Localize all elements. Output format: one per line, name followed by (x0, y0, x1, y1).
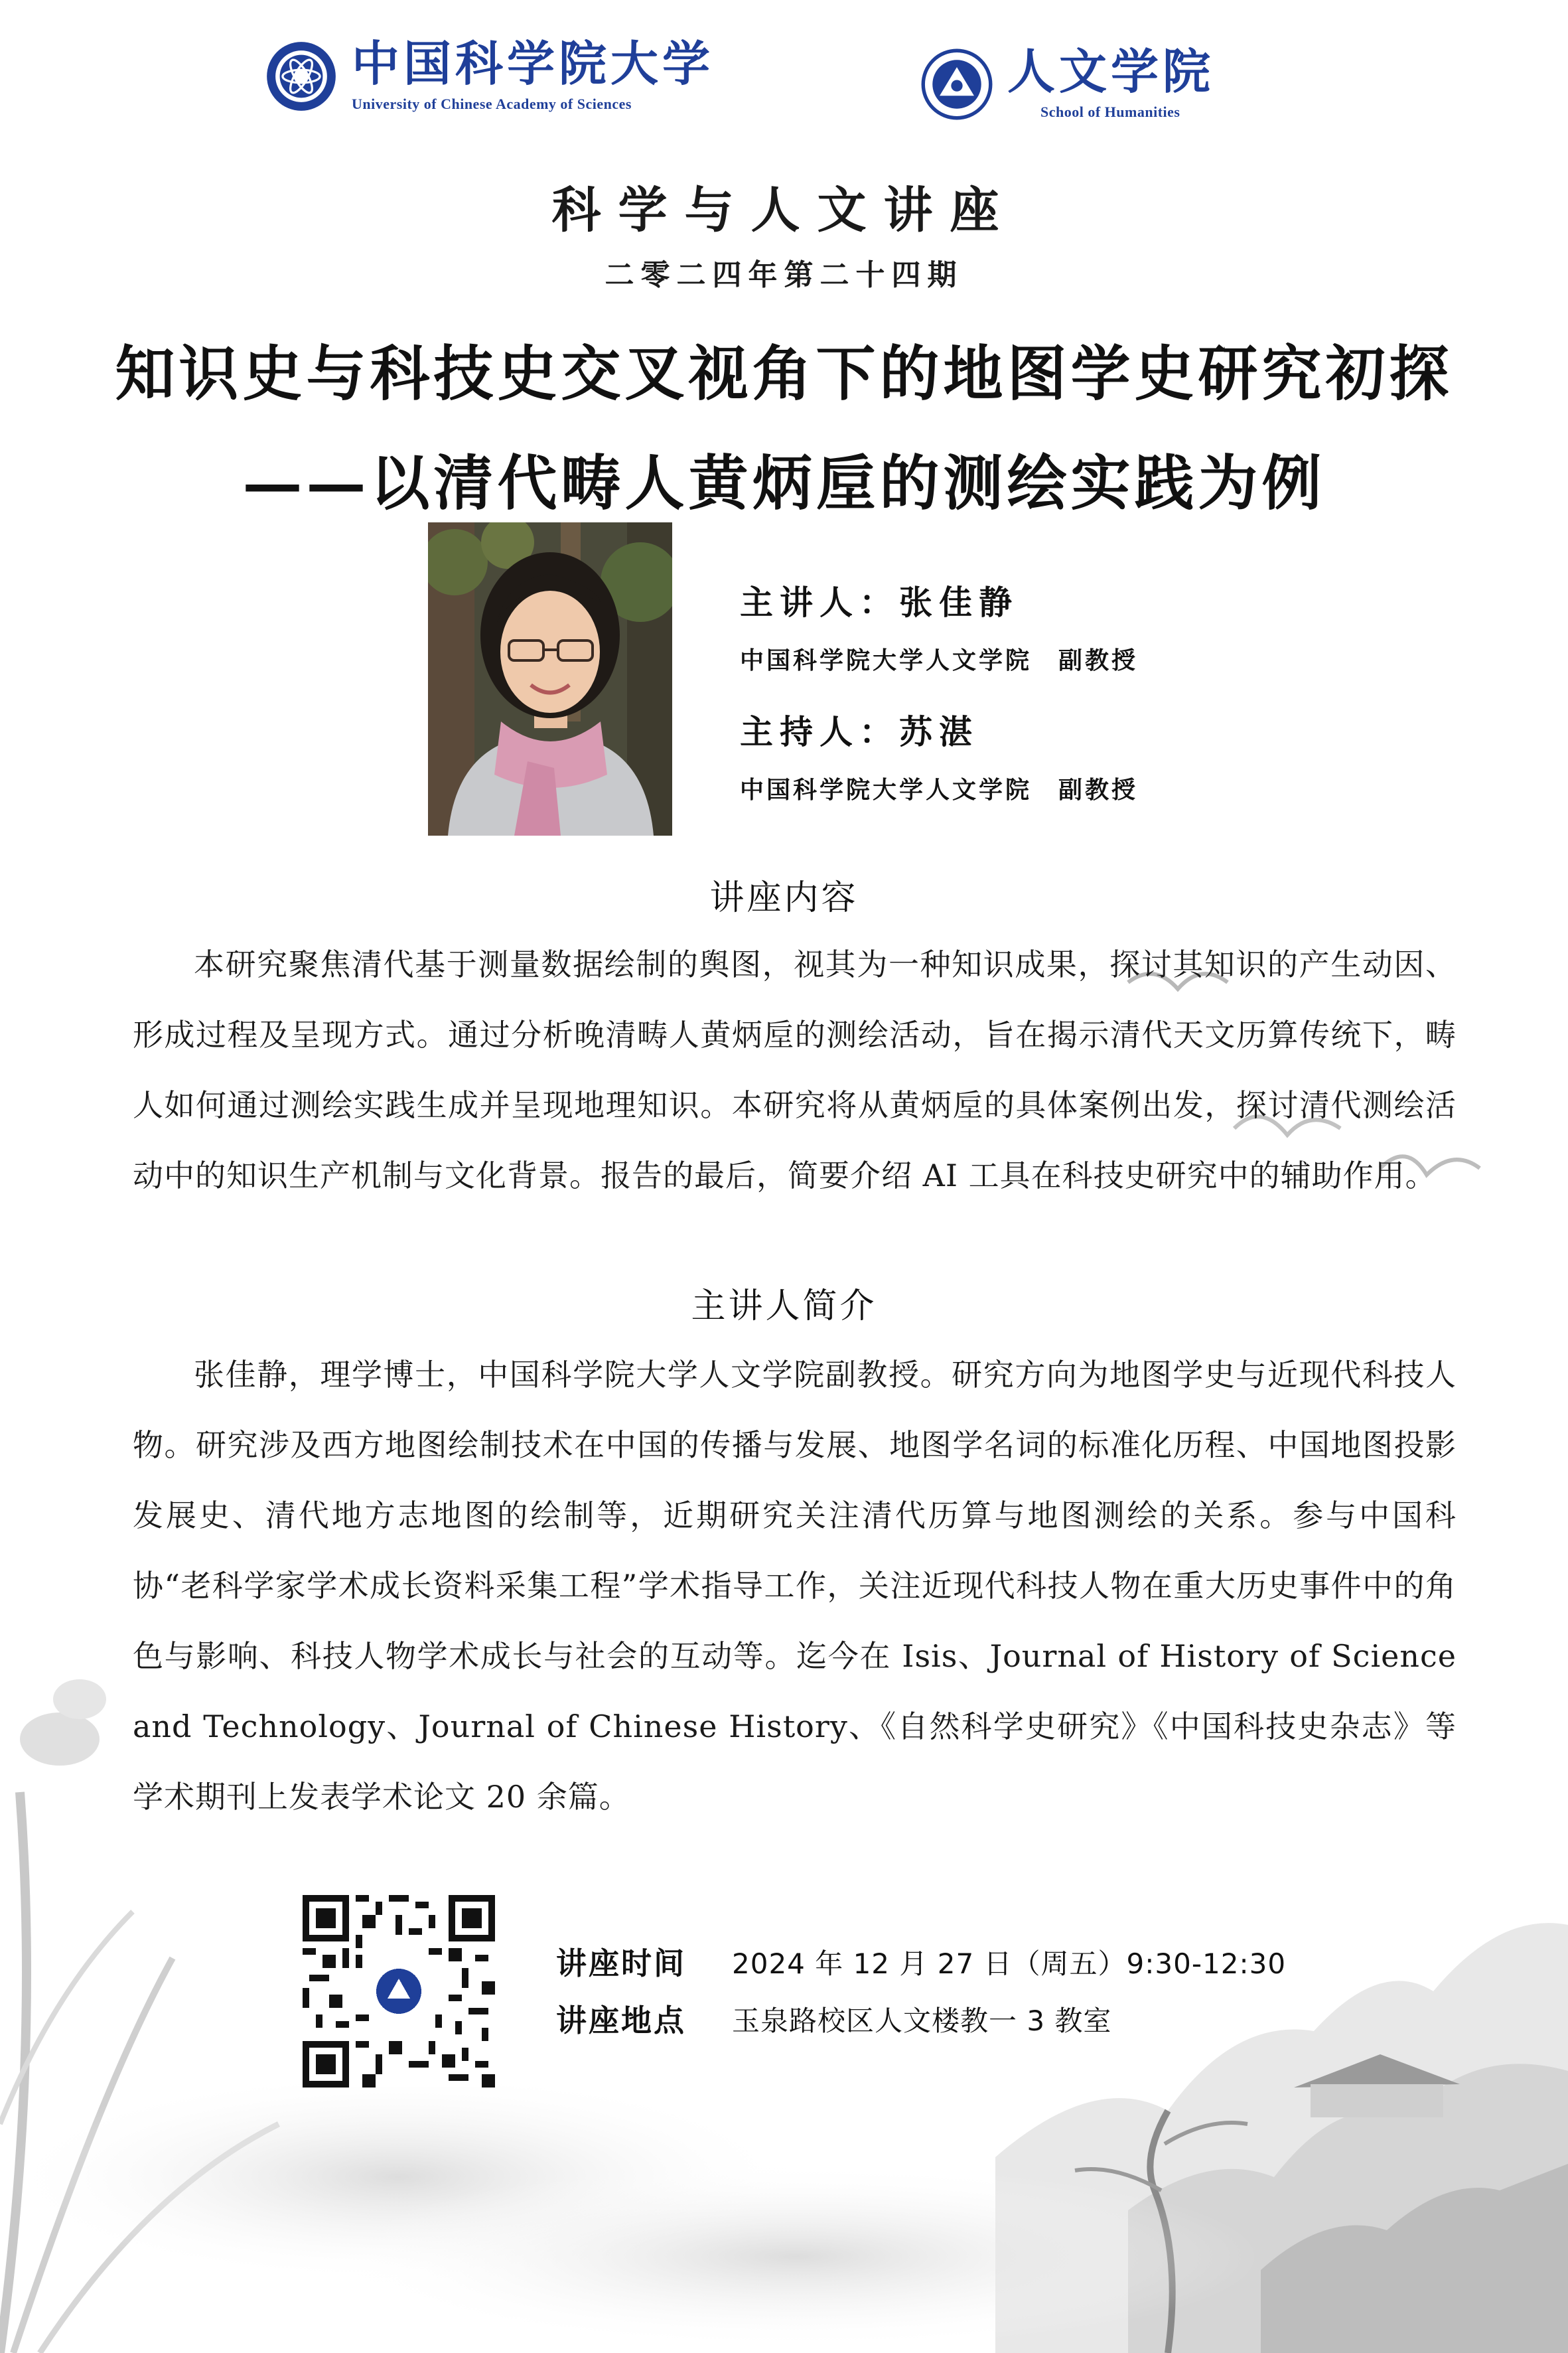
bio-body: 张佳静，理学博士，中国科学院大学人文学院副教授。研究方向为地图学史与近现代科技人物。研究涉及西方地图绘制技术在中国的传播与发展、地图学名词的标准化历程、中国地图投影发展史、清代地方志地图的绘制等，近期研究关注清代历算与地图测绘的关系。参与中国科协“老科学家学术成长资料采集工程”学术指导工作，关注近现代科技人物在重大历史事件中的角色与影响、科技人物学术成长与社会的互动等。迄今在 Isis、Journal of History of Science and Technology、Journal of Chinese History、《自然科学史研究》《中国科技史杂志》等学术期刊上发表学术论文 20 余篇。 (133, 1357, 1457, 1815)
lecture-title: 知识史与科技史交叉视角下的地图学史研究初探 (115, 339, 1453, 409)
school-name-cn: 人文学院 (1007, 43, 1215, 100)
speaker-label: 主讲人： (740, 583, 899, 622)
school-seal-icon (921, 48, 993, 120)
content-heading: 讲座内容 (709, 878, 859, 918)
speaker-name: 张佳静 (899, 583, 1019, 622)
host-affiliation: 中国科学院大学人文学院 副教授 (740, 776, 1139, 804)
host-name: 苏湛 (899, 712, 979, 751)
place-label: 讲座地点 (556, 2003, 686, 2038)
ucas-seal-icon (265, 40, 337, 112)
ucas-name-cn: 中国科学院大学 (352, 35, 715, 92)
ucas-logo (265, 35, 715, 113)
time-value: 2024 年 12 月 27 日（周五）9:30-12:30 (732, 1947, 1287, 1980)
speaker-photo (428, 522, 672, 836)
bio-heading: 主讲人简介 (691, 1286, 877, 1326)
host-label: 主持人： (740, 712, 899, 751)
qr-code-icon (303, 1895, 495, 2087)
place-value: 玉泉路校区人文楼教一 3 教室 (732, 2005, 1112, 2037)
host-role (740, 706, 979, 753)
lecture-subtitle: ——以清代畴人黄炳垕的测绘实践为例 (242, 448, 1326, 518)
speaker-portrait-image (428, 522, 672, 836)
speaker-role (740, 576, 1019, 624)
qr-code[interactable] (303, 1895, 495, 2087)
school-logo (921, 43, 1215, 121)
ucas-name-en: University of Chinese Academy of Sciences (352, 96, 632, 112)
content-body: 本研究聚焦清代基于测量数据绘制的舆图，视其为一种知识成果，探讨其知识的产生动因、形成过程及呈现方式。通过分析晚清畴人黄炳垕的测绘活动，旨在揭示清代天文历算传统下，畴人如何通过测绘实践生成并呈现地理知识。本研究将从黄炳垕的具体案例出发，探讨清代测绘活动中的知识生产机制与文化背景。报告的最后，简要介绍 AI 工具在科技史研究中的辅助作用。 (133, 947, 1457, 1193)
speaker-affiliation: 中国科学院大学人文学院 副教授 (740, 646, 1139, 674)
time-label: 讲座时间 (556, 1945, 686, 1981)
school-name-en: School of Humanities (1040, 104, 1180, 120)
series-issue: 二零二四年第二十四期 (605, 258, 963, 292)
series-title: 科学与人文讲座 (551, 182, 1017, 239)
